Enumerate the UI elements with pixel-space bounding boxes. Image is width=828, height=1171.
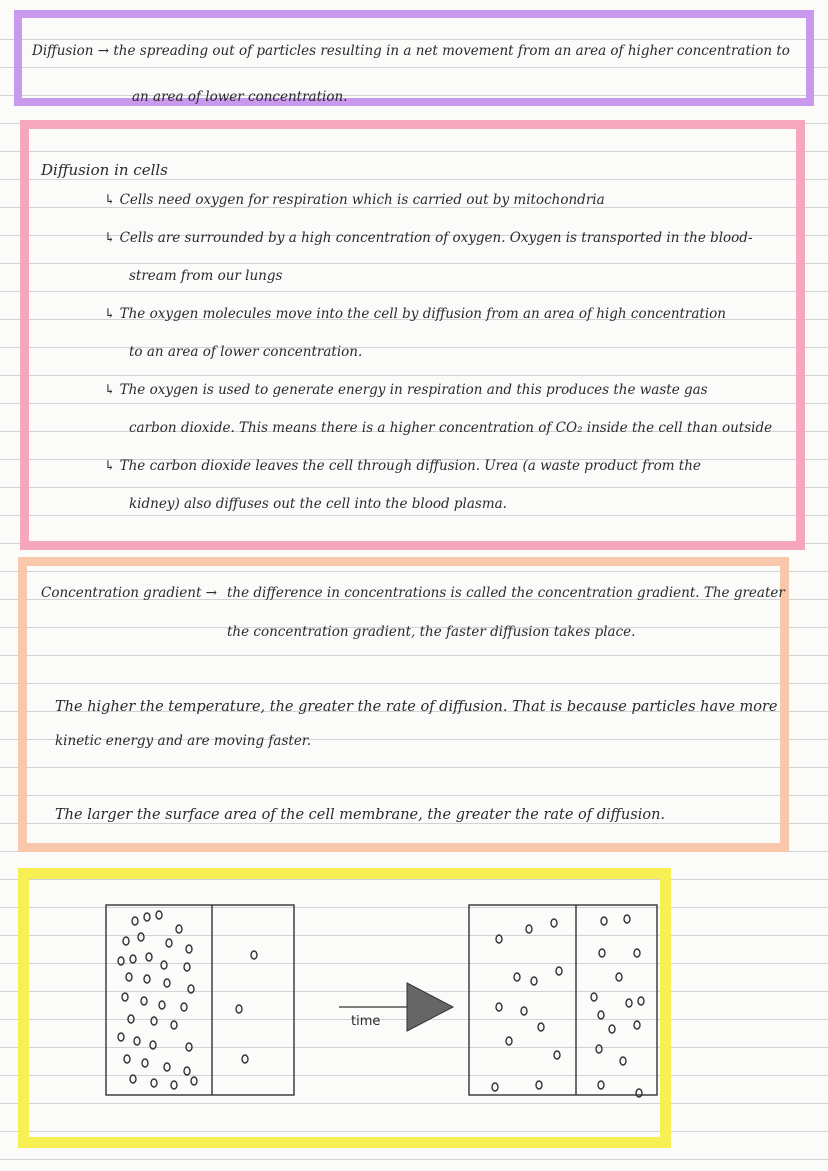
particle [624,915,630,923]
particle [184,1067,190,1075]
particle [538,1023,544,1031]
time-arrow [339,983,453,1031]
particle [118,1033,124,1041]
bullet-oxygen-surroundings: ↳ Cells are surrounded by a high concentration of oxygen. Oxygen is transported in the blood- [104,230,753,246]
particle [138,933,144,941]
container-after-outline [469,905,657,1095]
gradient-definition-line-1: the difference in concentrations is called the concentration gradient. The greater [227,585,785,601]
particle [634,1021,640,1029]
temperature-line-2: kinetic energy and are moving faster. [55,733,312,749]
particle [171,1021,177,1029]
definition-line-1: Diffusion → the spreading out of particles resulting in a net movement from an area of higher concentration to [32,43,790,59]
particle [599,949,605,957]
particle [124,1055,130,1063]
particle [128,1015,134,1023]
particle [609,1025,615,1033]
diffusion-definition-box [14,10,814,106]
bullet-carbon-dioxide-leaves: ↳ The carbon dioxide leaves the cell through diffusion. Urea (a waste product from the [104,458,701,474]
diffusion-diagram [29,879,660,1137]
particle [164,1063,170,1071]
particle [181,1003,187,1011]
particle [551,919,557,927]
bullet-carbon-dioxide-leaves-cont: kidney) also diffuses out the cell into the blood plasma. [129,496,507,512]
particle [186,1043,192,1051]
particle [242,1055,248,1063]
surface-area-line: The larger the surface area of the cell membrane, the greater the rate of diffusion. [55,807,666,823]
particle [531,977,537,985]
particle [144,975,150,983]
particle [151,1017,157,1025]
particle [146,953,152,961]
particles-after [492,915,644,1097]
particle [176,925,182,933]
particle [634,949,640,957]
particle [151,1079,157,1087]
container-before [106,905,294,1095]
arrow-head [407,983,453,1031]
particle [536,1081,542,1089]
gradient-term: Concentration gradient → [41,585,217,601]
particle [601,917,607,925]
particle [130,1075,136,1083]
arrow-label: time [351,1014,381,1029]
bullet-oxygen-respiration: ↳ Cells need oxygen for respiration which is carried out by mitochondria [104,192,605,208]
particle [150,1041,156,1049]
diffusion-diagram-box [18,868,671,1148]
particle [184,963,190,971]
particle [236,1005,242,1013]
gradient-definition-line-2: the concentration gradient, the faster diffusion takes place. [227,624,636,640]
particle [556,967,562,975]
particle [620,1057,626,1065]
particle [616,973,622,981]
particle [122,993,128,1001]
diffusion-in-cells-box [20,120,805,550]
particle [636,1089,642,1097]
particle [191,1077,197,1085]
particle [596,1045,602,1053]
section-heading: Diffusion in cells [41,161,168,179]
particle [251,951,257,959]
particle [123,937,129,945]
particle [598,1081,604,1089]
particle [492,1083,498,1091]
particle [166,939,172,947]
particle [514,973,520,981]
temperature-line-1: The higher the temperature, the greater the rate of diffusion. That is because particles have more [55,699,778,715]
container-after [469,905,657,1097]
container-before-outline [106,905,294,1095]
particle [118,957,124,965]
particle [144,913,150,921]
particle [186,945,192,953]
particle [132,917,138,925]
particle [626,999,632,1007]
particle [164,979,170,987]
particle [130,955,136,963]
particle [638,997,644,1005]
particle [526,925,532,933]
concentration-gradient-box [18,557,789,852]
bullet-oxygen-diffusion: ↳ The oxygen molecules move into the cell by diffusion from an area of high concentration [104,306,727,322]
bullet-oxygen-diffusion-cont: to an area of lower concentration. [129,344,363,360]
particle [521,1007,527,1015]
particle [159,1001,165,1009]
particle [591,993,597,1001]
particle [496,935,502,943]
particle [554,1051,560,1059]
particle [188,985,194,993]
particles-before [118,911,257,1089]
particle [156,911,162,919]
particle [141,997,147,1005]
particle [171,1081,177,1089]
particle [126,973,132,981]
bullet-oxygen-surroundings-cont: stream from our lungs [129,268,283,284]
particle [506,1037,512,1045]
particle [161,961,167,969]
particle [598,1011,604,1019]
particle [142,1059,148,1067]
particle [134,1037,140,1045]
bullet-carbon-dioxide-production-cont: carbon dioxide. This means there is a higher concentration of CO₂ inside the cell than outside [129,420,773,436]
bullet-carbon-dioxide-production: ↳ The oxygen is used to generate energy in respiration and this produces the waste gas [104,382,708,398]
definition-line-2: an area of lower concentration. [132,89,348,105]
particle [496,1003,502,1011]
